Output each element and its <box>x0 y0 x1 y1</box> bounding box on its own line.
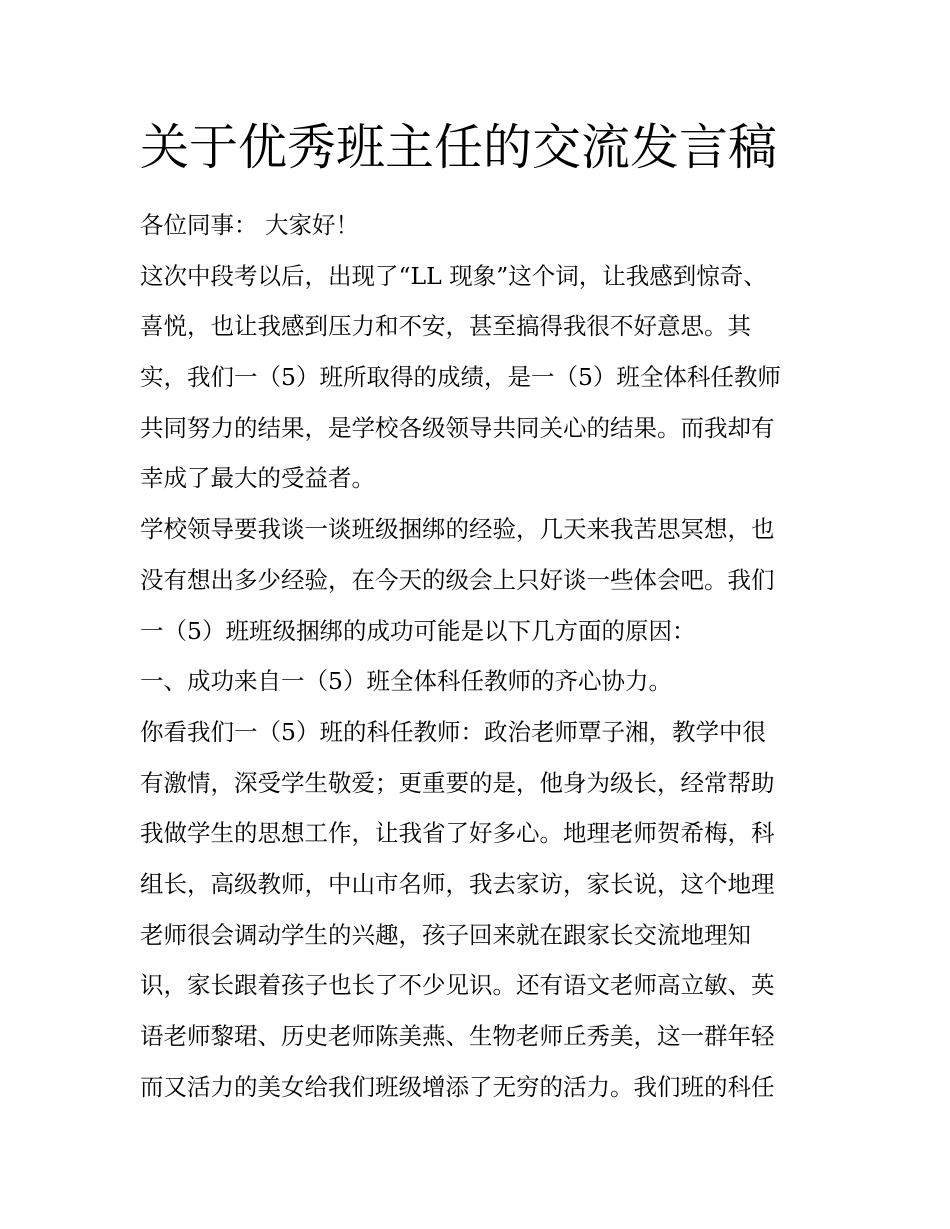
paragraph-line: 你看我们一（5）班的科任教师：政治老师覃子湘，教学中很 <box>140 717 766 746</box>
document-title: 关于优秀班主任的交流发言稿 <box>140 119 778 176</box>
paragraph-line: 幸成了最大的受益者。 <box>140 464 375 493</box>
section-heading-line: 一、成功来自一（5）班全体科任教师的齐心协力。 <box>140 667 672 696</box>
paragraph-line: 老师很会调动学生的兴趣，孩子回来就在跟家长交流地理知 <box>140 920 751 949</box>
paragraph-line: 喜悦，也让我感到压力和不安，甚至搞得我很不好意思。其 <box>140 312 751 341</box>
paragraph-line: 共同努力的结果，是学校各级领导共同关心的结果。而我却有 <box>140 413 775 442</box>
paragraph-line: 有激情，深受学生敬爱；更重要的是，他身为级长，经常帮助 <box>140 768 775 797</box>
paragraph-line: 学校领导要我谈一谈班级捆绑的经验，几天来我苦思冥想，也 <box>140 515 775 544</box>
paragraph-line: 一（5）班班级捆绑的成功可能是以下几方面的原因： <box>140 616 696 645</box>
paragraph-line: 实，我们一（5）班所取得的成绩，是一（5）班全体科任教师 <box>140 363 781 392</box>
paragraph-line: 这次中段考以后，出现了“LL 现象”这个词，让我感到惊奇、 <box>140 261 767 290</box>
paragraph-line: 而又活力的美女给我们班级增添了无穷的活力。我们班的科任 <box>140 1072 775 1101</box>
document-body <box>140 200 820 1112</box>
paragraph-line: 识，家长跟着孩子也长了不少见识。还有语文老师高立敏、英 <box>140 971 775 1000</box>
paragraph-line: 没有想出多少经验，在今天的级会上只好谈一些体会吧。我们 <box>140 565 775 594</box>
paragraph-line: 组长，高级教师，中山市名师，我去家访，家长说，这个地理 <box>140 869 775 898</box>
paragraph-line: 语老师黎珺、历史老师陈美燕、生物老师丘秀美，这一群年轻 <box>140 1022 775 1050</box>
greeting-line: 各位同事： 大家好！ <box>140 211 359 239</box>
paragraph-line: 我做学生的思想工作，让我省了好多心。地理老师贺希梅，科 <box>140 819 775 848</box>
